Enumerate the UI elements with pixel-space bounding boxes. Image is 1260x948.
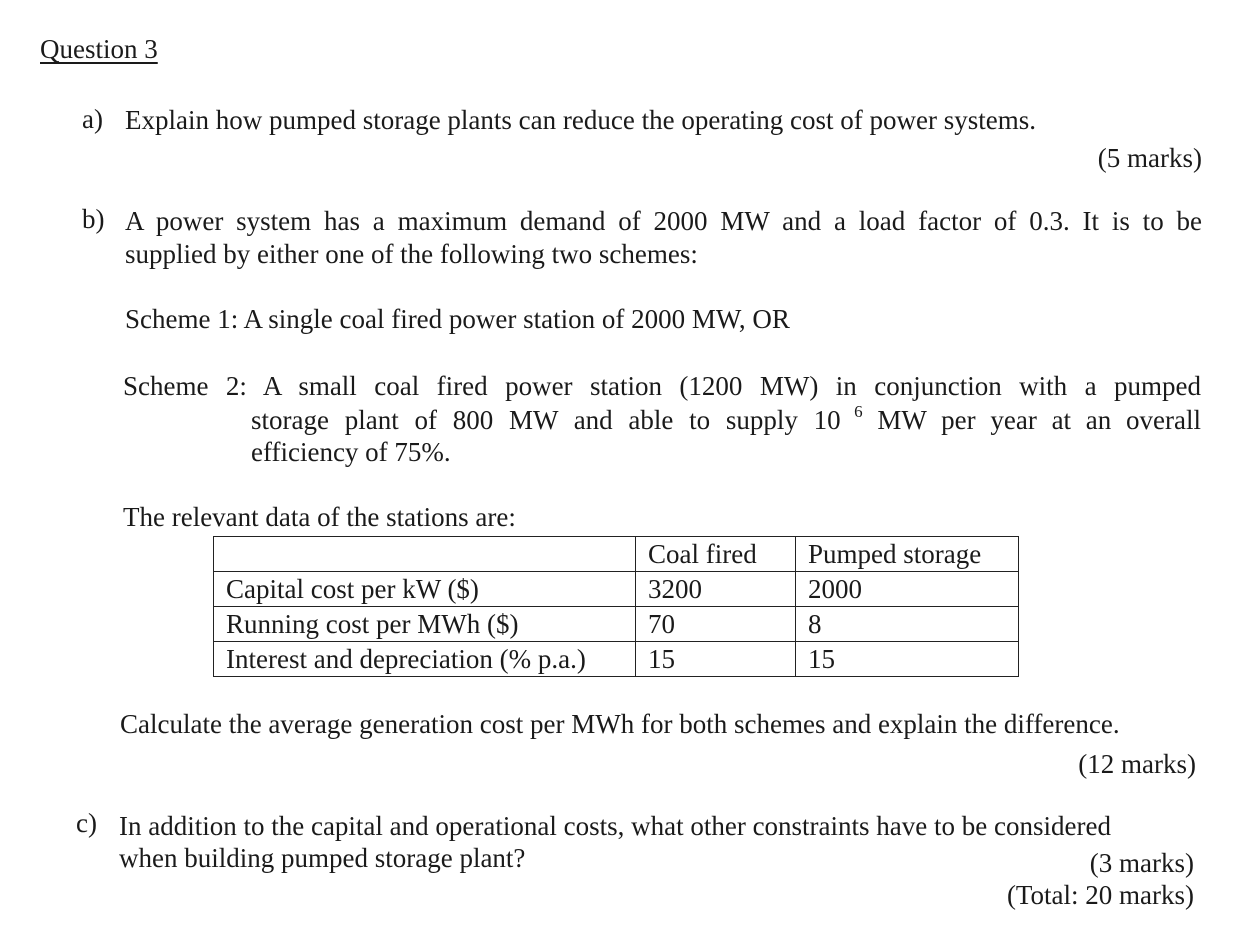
table-cell: 8	[796, 607, 1019, 642]
table-intro: The relevant data of the stations are:	[123, 502, 516, 532]
part-c-line2: when building pumped storage plant?	[119, 843, 526, 873]
scheme-2-line3: efficiency of 75%.	[251, 437, 451, 467]
table-cell: Interest and depreciation (% p.a.)	[214, 642, 636, 677]
scheme-2-line2	[251, 404, 1201, 437]
scheme-2-line1: Scheme 2: A small coal fired power station (1200 MW) in conjunction with a pumped	[123, 371, 1201, 401]
question-title: Question 3	[40, 34, 158, 64]
part-c-line1: In addition to the capital and operational costs, what other constraints have to be considered	[119, 811, 1111, 841]
table-cell: 70	[636, 607, 796, 642]
station-data-table	[213, 536, 1019, 677]
part-b-line2: supplied by either one of the following two schemes:	[125, 239, 698, 269]
table-cell: 3200	[636, 572, 796, 607]
table-row	[214, 642, 1019, 677]
part-c-label: c)	[76, 808, 97, 838]
part-a-text: Explain how pumped storage plants can reduce the operating cost of power systems.	[125, 105, 1036, 135]
scheme-1: Scheme 1: A single coal fired power station of 2000 MW, OR	[125, 304, 790, 334]
scheme-2-line2-post: MW per year at an overall	[862, 405, 1201, 435]
table-cell: 15	[796, 642, 1019, 677]
part-b-marks: (12 marks)	[1078, 749, 1196, 779]
table-row	[214, 607, 1019, 642]
part-b-line1: A power system has a maximum demand of 2000 MW and a load factor of 0.3. It is to be	[125, 206, 1202, 236]
calc-instruction: Calculate the average generation cost per MWh for both schemes and explain the difference.	[120, 709, 1120, 739]
table-header-cell: Coal fired	[636, 537, 796, 572]
scheme-2-line2-pre: storage plant of 800 MW and able to supply 10	[251, 405, 841, 435]
part-b-label: b)	[82, 204, 105, 234]
table-header-cell: Pumped storage	[796, 537, 1019, 572]
table-header-row	[214, 537, 1019, 572]
table-cell: Capital cost per kW ($)	[214, 572, 636, 607]
total-marks: (Total: 20 marks)	[1006, 880, 1194, 910]
table-cell: 15	[636, 642, 796, 677]
part-a-label: a)	[82, 104, 103, 134]
part-a-marks: (5 marks)	[1097, 143, 1202, 173]
scheme-2-line2-words	[251, 404, 1201, 437]
table-header-cell	[214, 537, 636, 572]
part-c-marks: (3 marks)	[1089, 848, 1194, 878]
table-cell: Running cost per MWh ($)	[214, 607, 636, 642]
table-cell: 2000	[796, 572, 1019, 607]
table-row	[214, 572, 1019, 607]
scheme-2-exponent: 6	[854, 402, 863, 421]
